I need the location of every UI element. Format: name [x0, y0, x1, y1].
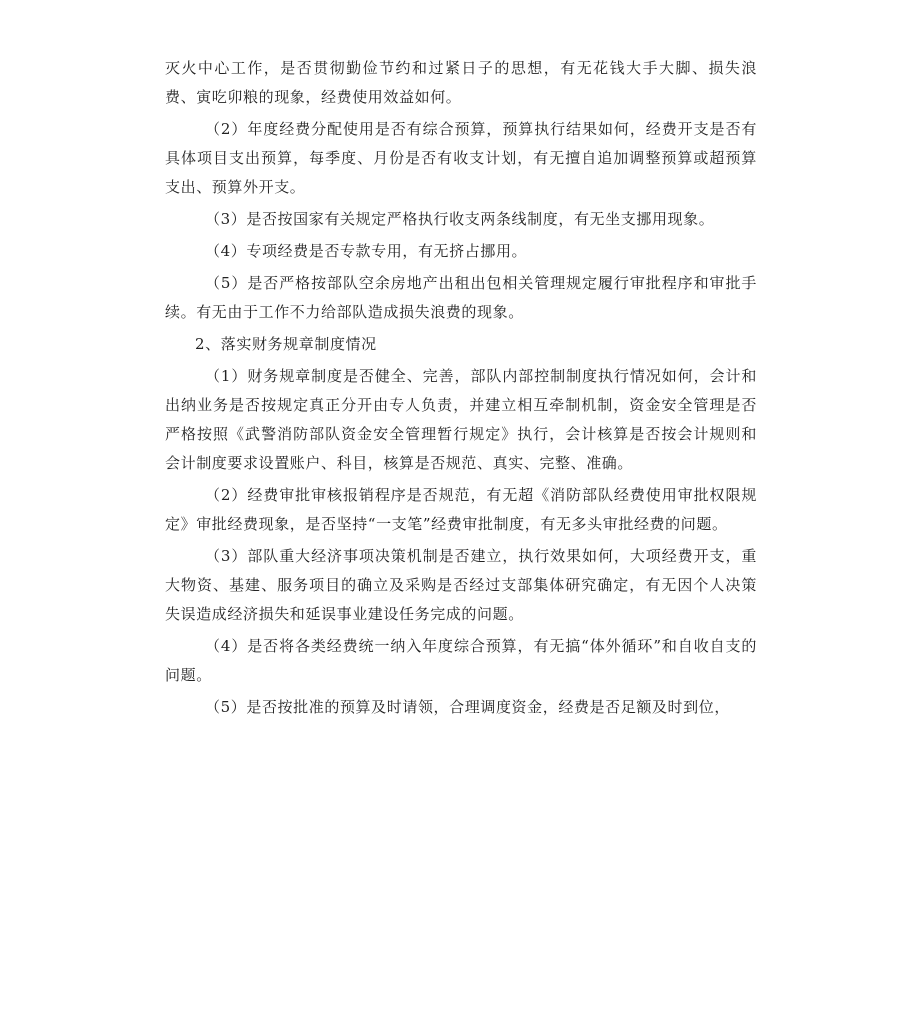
paragraph-item-3: （3）是否按国家有关规定严格执行收支两条线制度，有无坐支挪用现象。 [205, 210, 715, 228]
paragraph-subitem-2: （2）经费审批审核报销程序是否规范，有无超《消防部队经费使用审批权限规定》审批经费现象，是否坚持“一支笔”经费审批制度，有无多头审批经费的问题。 [165, 486, 757, 533]
paragraph-item-5: （5）是否严格按部队空余房地产出租出包相关管理规定履行审批程序和审批手续。有无由于工作不力给部队造成损失浪费的现象。 [165, 274, 757, 321]
paragraph-item-2: （2）年度经费分配使用是否有综合预算，预算执行结果如何，经费开支是否有具体项目支出预算，每季度、月份是否有收支计划，有无擅自追加调整预算或超预算支出、预算外开支。 [165, 120, 757, 196]
paragraph-subitem-4: （4）是否将各类经费统一纳入年度综合预算，有无搞“体外循环”和自收自支的问题。 [165, 637, 757, 684]
paragraph-subitem-5: （5）是否按批准的预算及时请领，合理调度资金，经费是否足额及时到位， [205, 698, 730, 716]
document-body [165, 51, 757, 722]
paragraph-continuation: 灭火中心工作，是否贯彻勤俭节约和过紧日子的思想，有无花钱大手大脚、损失浪费、寅吃卯粮的现象，经费使用效益如何。 [165, 59, 757, 106]
paragraph-subitem-1: （1）财务规章制度是否健全、完善，部队内部控制制度执行情况如何，会计和出纳业务是否按规定真正分开由专人负责，并建立相互牵制机制，资金安全管理是否严格按照《武警消防部队资金安全管理暂行规定》执行，会计核算是否按会计规则和会计制度要求设置账户、科目，核算是否规范、真实、完整、准确。 [165, 367, 757, 472]
section-heading-2: 2、落实财务规章制度情况 [195, 335, 377, 353]
paragraph-subitem-3: （3）部队重大经济事项决策机制是否建立，执行效果如何，大项经费开支，重大物资、基建、服务项目的确立及采购是否经过支部集体研究确定，有无因个人决策失误造成经济损失和延误事业建设任务完成的问题。 [165, 547, 757, 623]
paragraph-item-4: （4）专项经费是否专款专用，有无挤占挪用。 [205, 242, 528, 260]
